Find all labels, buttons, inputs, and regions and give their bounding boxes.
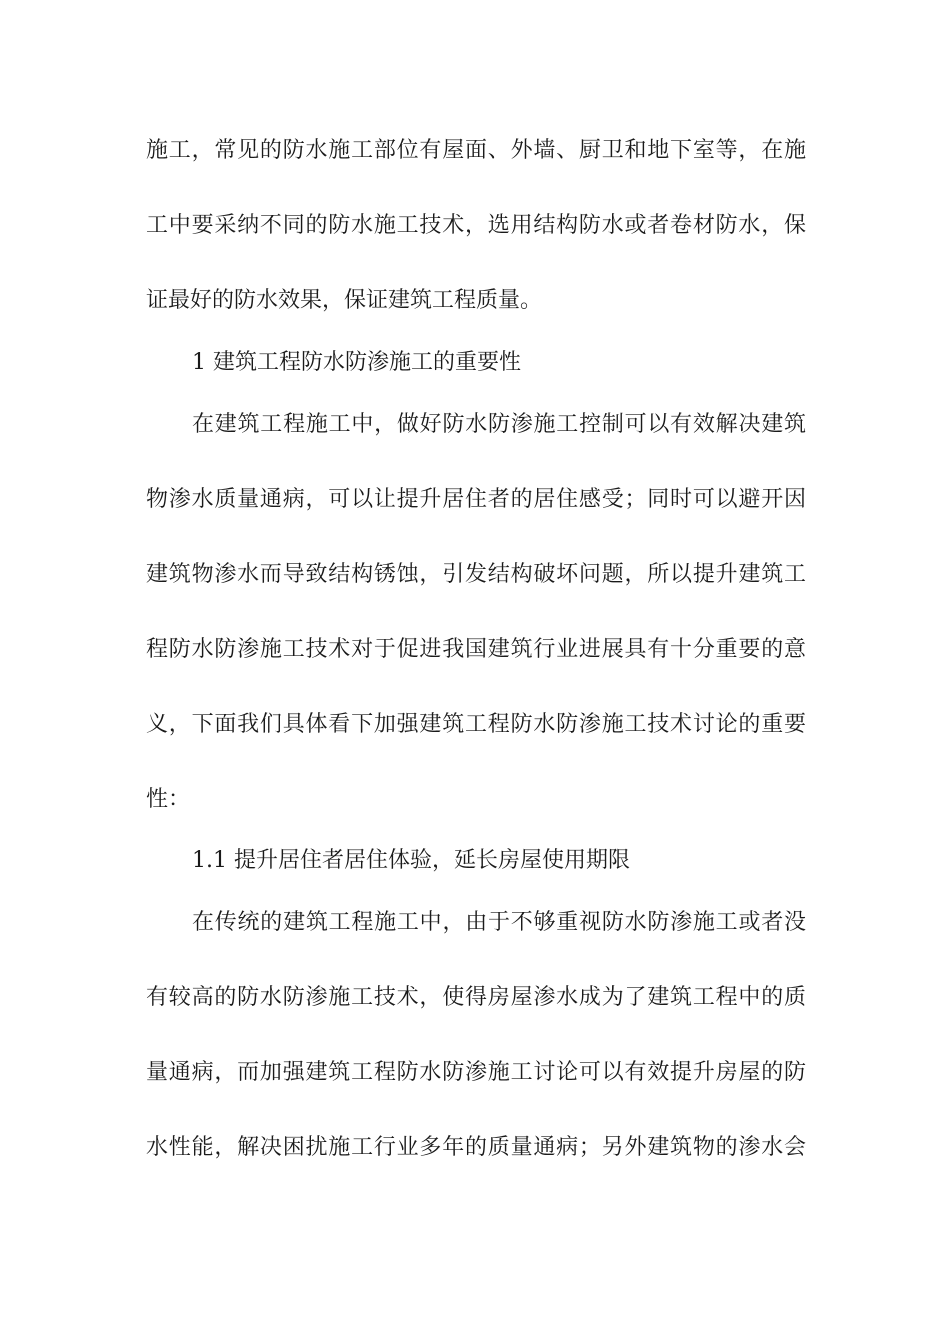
paragraph-line: 水性能，解决困扰施工行业多年的质量通病；另外建筑物的渗水会 (146, 1135, 806, 1160)
paragraph-line: 物渗水质量通病，可以让提升居住者的居住感受；同时可以避开因 (146, 487, 806, 512)
paragraph-line: 证最好的防水效果，保证建筑工程质量。 (146, 288, 543, 313)
paragraph-line: 工中要采纳不同的防水施工技术，选用结构防水或者卷材防水，保 (146, 213, 806, 238)
paragraph-line: 量通病，而加强建筑工程防水防渗施工讨论可以有效提升房屋的防 (146, 1060, 806, 1085)
paragraph-line: 有较高的防水防渗施工技术，使得房屋渗水成为了建筑工程中的质 (146, 985, 806, 1010)
paragraph-line: 建筑物渗水而导致结构锈蚀，引发结构破坏问题，所以提升建筑工 (146, 562, 806, 587)
paragraph-line: 施工，常见的防水施工部位有屋面、外墙、厨卫和地下室等，在施 (146, 138, 806, 163)
paragraph-line: 程防水防渗施工技术对于促进我国建筑行业进展具有十分重要的意 (146, 637, 806, 662)
paragraph-line: 性： (146, 787, 191, 812)
subsection-heading: 1.1 提升居住者居住体验，延长房屋使用期限 (192, 848, 630, 873)
paragraph-line: 在传统的建筑工程施工中，由于不够重视防水防渗施工或者没 (192, 910, 806, 935)
paragraph-line: 义，下面我们具体看下加强建筑工程防水防渗施工技术讨论的重要 (146, 712, 806, 737)
paragraph-line: 在建筑工程施工中，做好防水防渗施工控制可以有效解决建筑 (192, 412, 806, 437)
section-heading: 1 建筑工程防水防渗施工的重要性 (192, 350, 521, 375)
